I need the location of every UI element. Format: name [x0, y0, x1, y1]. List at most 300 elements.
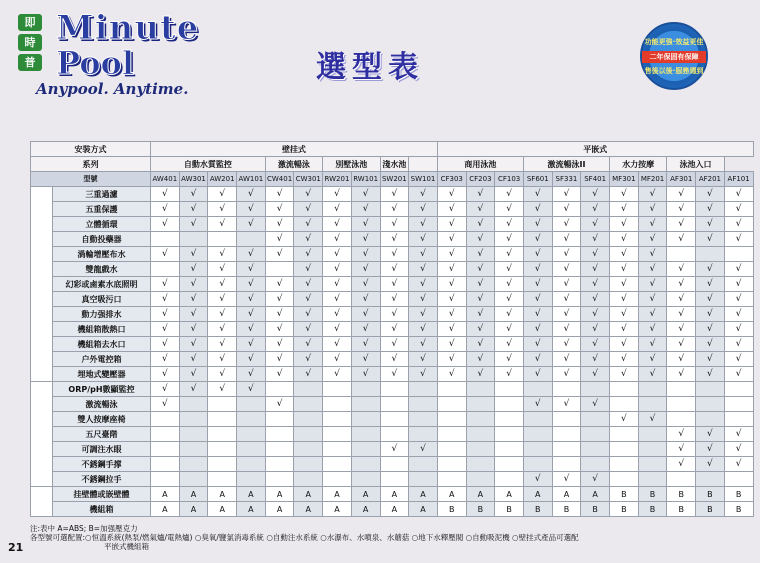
check-mark: √	[380, 217, 409, 232]
page-title: 選型表	[316, 50, 424, 85]
cell	[495, 382, 524, 397]
install-group-wall: 壁挂式	[151, 142, 438, 157]
cell	[466, 427, 495, 442]
model-header: RW101	[351, 172, 380, 187]
cell	[380, 427, 409, 442]
cell	[351, 382, 380, 397]
check-mark: √	[466, 322, 495, 337]
cell	[323, 382, 352, 397]
cell	[409, 382, 438, 397]
page-number: 21	[8, 541, 24, 554]
check-mark: √	[265, 232, 294, 247]
group-label	[31, 382, 53, 487]
check-mark: √	[351, 232, 380, 247]
cell	[523, 442, 552, 457]
check-mark: √	[294, 337, 323, 352]
check-mark: √	[552, 247, 581, 262]
check-mark: √	[351, 322, 380, 337]
check-mark: √	[437, 262, 466, 277]
cell	[323, 397, 352, 412]
row-label: 户外電控箱	[53, 352, 151, 367]
note-line: 各型號可選配置:○恒溫系統(熱泵/燃氣爐/電熱爐) ○臭氧/鹽氯消毒系統 ○自動注水系統 ○水瀑布、水噴泉、水蘑菇 ○地下水釋壓閥 ○自動吸泥機 ○壁挂式產品可選配	[30, 533, 579, 542]
table-row	[31, 262, 754, 277]
check-mark: √	[667, 457, 696, 472]
check-mark: √	[237, 292, 266, 307]
model-header: AW101	[237, 172, 266, 187]
cell	[581, 412, 610, 427]
series-header: 激流暢泳	[265, 157, 322, 172]
check-mark: √	[610, 292, 639, 307]
row-label: 雙人按摩座椅	[53, 412, 151, 427]
table-row	[31, 427, 754, 442]
cell	[179, 457, 208, 472]
cell	[265, 427, 294, 442]
cell	[237, 232, 266, 247]
check-mark: √	[724, 442, 753, 457]
check-mark: √	[351, 292, 380, 307]
check-mark: √	[208, 217, 237, 232]
cell	[610, 472, 639, 487]
check-mark: √	[151, 307, 180, 322]
check-mark: √	[696, 202, 725, 217]
check-mark: √	[437, 307, 466, 322]
check-mark: √	[552, 352, 581, 367]
check-mark: √	[724, 352, 753, 367]
check-mark: √	[610, 352, 639, 367]
check-mark: √	[523, 247, 552, 262]
material-code: A	[208, 502, 237, 517]
check-mark: √	[696, 262, 725, 277]
check-mark: √	[495, 277, 524, 292]
material-code: A	[523, 487, 552, 502]
check-mark: √	[581, 322, 610, 337]
cell	[323, 442, 352, 457]
check-mark: √	[237, 322, 266, 337]
cell	[610, 427, 639, 442]
check-mark: √	[409, 247, 438, 262]
cell	[351, 457, 380, 472]
check-mark: √	[323, 367, 352, 382]
material-code: A	[151, 502, 180, 517]
check-mark: √	[466, 187, 495, 202]
cell	[437, 397, 466, 412]
cell	[466, 412, 495, 427]
check-mark: √	[466, 202, 495, 217]
check-mark: √	[552, 202, 581, 217]
model-row	[31, 172, 754, 187]
cell	[409, 427, 438, 442]
check-mark: √	[437, 217, 466, 232]
check-mark: √	[466, 367, 495, 382]
check-mark: √	[696, 427, 725, 442]
check-mark: √	[610, 217, 639, 232]
cell	[380, 382, 409, 397]
check-mark: √	[208, 202, 237, 217]
cell	[581, 427, 610, 442]
material-code: A	[380, 487, 409, 502]
check-mark: √	[523, 232, 552, 247]
cell	[466, 382, 495, 397]
check-mark: √	[409, 367, 438, 382]
check-mark: √	[437, 352, 466, 367]
warranty-badge	[640, 22, 708, 90]
check-mark: √	[638, 322, 667, 337]
check-mark: √	[437, 277, 466, 292]
cell	[179, 232, 208, 247]
cell	[495, 442, 524, 457]
check-mark: √	[667, 217, 696, 232]
cell	[638, 427, 667, 442]
series-header: 商用泳池	[437, 157, 523, 172]
check-mark: √	[724, 292, 753, 307]
series-header: 別墅泳池	[323, 157, 380, 172]
check-mark: √	[208, 187, 237, 202]
cell	[724, 472, 753, 487]
logo-char: 時	[18, 34, 42, 51]
row-label: 幻彩或鹵素水底照明	[53, 277, 151, 292]
series-header	[409, 157, 438, 172]
check-mark: √	[638, 247, 667, 262]
check-mark: √	[323, 352, 352, 367]
check-mark: √	[351, 337, 380, 352]
check-mark: √	[351, 247, 380, 262]
check-mark: √	[466, 217, 495, 232]
series-header: 自動水質監控	[151, 157, 266, 172]
check-mark: √	[696, 352, 725, 367]
check-mark: √	[638, 307, 667, 322]
check-mark: √	[237, 277, 266, 292]
row-label: 可調注水眼	[53, 442, 151, 457]
cell	[523, 427, 552, 442]
check-mark: √	[495, 337, 524, 352]
material-code: A	[179, 487, 208, 502]
check-mark: √	[495, 352, 524, 367]
row-label: 不銹鋼拉手	[53, 472, 151, 487]
material-code: A	[437, 487, 466, 502]
material-code: A	[495, 487, 524, 502]
check-mark: √	[638, 367, 667, 382]
check-mark: √	[265, 322, 294, 337]
table-row	[31, 202, 754, 217]
logo-tagline: Anypool. Anytime.	[36, 80, 189, 98]
table-row	[31, 322, 754, 337]
check-mark: √	[581, 202, 610, 217]
check-mark: √	[667, 322, 696, 337]
series-header: 淺水池	[380, 157, 409, 172]
check-mark: √	[466, 292, 495, 307]
check-mark: √	[265, 292, 294, 307]
check-mark: √	[294, 232, 323, 247]
cell	[208, 472, 237, 487]
cell	[294, 472, 323, 487]
cell	[610, 382, 639, 397]
check-mark: √	[437, 187, 466, 202]
row-label: 機組箱散熱口	[53, 322, 151, 337]
cell	[237, 412, 266, 427]
cell	[179, 427, 208, 442]
check-mark: √	[523, 367, 552, 382]
check-mark: √	[495, 187, 524, 202]
check-mark: √	[151, 217, 180, 232]
check-mark: √	[610, 277, 639, 292]
check-mark: √	[380, 367, 409, 382]
check-mark: √	[523, 307, 552, 322]
check-mark: √	[380, 232, 409, 247]
table-row	[31, 292, 754, 307]
model-header: AF201	[696, 172, 725, 187]
check-mark: √	[380, 247, 409, 262]
check-mark: √	[265, 202, 294, 217]
material-code: B	[696, 502, 725, 517]
check-mark: √	[265, 397, 294, 412]
cell	[179, 472, 208, 487]
check-mark: √	[294, 187, 323, 202]
check-mark: √	[179, 187, 208, 202]
check-mark: √	[610, 262, 639, 277]
table-row	[31, 232, 754, 247]
check-mark: √	[351, 277, 380, 292]
check-mark: √	[351, 187, 380, 202]
check-mark: √	[437, 367, 466, 382]
check-mark: √	[552, 262, 581, 277]
cell	[724, 247, 753, 262]
cell	[323, 472, 352, 487]
cell	[208, 427, 237, 442]
check-mark: √	[294, 277, 323, 292]
check-mark: √	[495, 262, 524, 277]
check-mark: √	[380, 292, 409, 307]
check-mark: √	[208, 262, 237, 277]
cell	[466, 457, 495, 472]
install-group-flush: 平嵌式	[437, 142, 753, 157]
check-mark: √	[610, 247, 639, 262]
check-mark: √	[151, 367, 180, 382]
check-mark: √	[294, 202, 323, 217]
cell	[466, 397, 495, 412]
check-mark: √	[552, 307, 581, 322]
check-mark: √	[437, 247, 466, 262]
cell	[523, 382, 552, 397]
table-row	[31, 502, 754, 517]
check-mark: √	[696, 277, 725, 292]
cell	[638, 397, 667, 412]
material-code: A	[351, 502, 380, 517]
material-code: A	[466, 487, 495, 502]
material-code: A	[294, 502, 323, 517]
check-mark: √	[351, 352, 380, 367]
model-header: CW301	[294, 172, 323, 187]
model-header: AW201	[208, 172, 237, 187]
check-mark: √	[208, 367, 237, 382]
row-label: 雙龍戲水	[53, 262, 151, 277]
cell	[265, 262, 294, 277]
check-mark: √	[552, 217, 581, 232]
check-mark: √	[552, 322, 581, 337]
cell	[724, 412, 753, 427]
check-mark: √	[495, 307, 524, 322]
table-row	[31, 277, 754, 292]
check-mark: √	[265, 352, 294, 367]
cell	[696, 472, 725, 487]
table-row	[31, 442, 754, 457]
check-mark: √	[581, 217, 610, 232]
check-mark: √	[696, 442, 725, 457]
cell	[437, 457, 466, 472]
check-mark: √	[724, 337, 753, 352]
check-mark: √	[437, 292, 466, 307]
check-mark: √	[265, 247, 294, 262]
minute-pool-logo	[18, 8, 218, 108]
cell	[667, 397, 696, 412]
cell	[552, 442, 581, 457]
check-mark: √	[409, 337, 438, 352]
material-code: A	[237, 502, 266, 517]
check-mark: √	[724, 187, 753, 202]
logo-brand-line2: Pool	[56, 44, 135, 82]
cell	[552, 382, 581, 397]
check-mark: √	[523, 472, 552, 487]
cell	[437, 472, 466, 487]
check-mark: √	[179, 307, 208, 322]
material-code: B	[667, 487, 696, 502]
model-header: CF203	[466, 172, 495, 187]
model-header: MF201	[638, 172, 667, 187]
check-mark: √	[409, 187, 438, 202]
check-mark: √	[581, 232, 610, 247]
check-mark: √	[466, 277, 495, 292]
check-mark: √	[237, 382, 266, 397]
check-mark: √	[409, 307, 438, 322]
check-mark: √	[581, 262, 610, 277]
check-mark: √	[552, 232, 581, 247]
model-header: AF101	[724, 172, 753, 187]
cell	[437, 442, 466, 457]
check-mark: √	[409, 322, 438, 337]
check-mark: √	[581, 277, 610, 292]
check-mark: √	[610, 202, 639, 217]
cell	[237, 397, 266, 412]
cell	[552, 457, 581, 472]
check-mark: √	[638, 202, 667, 217]
check-mark: √	[724, 307, 753, 322]
table-row	[31, 337, 754, 352]
model-header: SF401	[581, 172, 610, 187]
check-mark: √	[495, 217, 524, 232]
cell	[581, 382, 610, 397]
cell	[696, 397, 725, 412]
check-mark: √	[323, 277, 352, 292]
check-mark: √	[351, 262, 380, 277]
material-code: B	[581, 502, 610, 517]
cell	[552, 427, 581, 442]
cell	[208, 397, 237, 412]
check-mark: √	[667, 352, 696, 367]
check-mark: √	[581, 292, 610, 307]
cell	[495, 457, 524, 472]
row-label: 激流暢泳	[53, 397, 151, 412]
check-mark: √	[151, 397, 180, 412]
cell	[208, 232, 237, 247]
cell	[208, 457, 237, 472]
check-mark: √	[237, 262, 266, 277]
check-mark: √	[323, 202, 352, 217]
check-mark: √	[179, 247, 208, 262]
check-mark: √	[208, 337, 237, 352]
material-code: B	[523, 502, 552, 517]
note-line: 注:表中 A=ABS; B=加强壓克力	[30, 524, 138, 533]
material-code: A	[265, 487, 294, 502]
model-header: SF331	[552, 172, 581, 187]
cell	[294, 457, 323, 472]
cell	[667, 472, 696, 487]
material-code: B	[552, 502, 581, 517]
check-mark: √	[409, 352, 438, 367]
check-mark: √	[724, 232, 753, 247]
cell	[638, 457, 667, 472]
check-mark: √	[437, 337, 466, 352]
check-mark: √	[552, 337, 581, 352]
check-mark: √	[610, 322, 639, 337]
check-mark: √	[151, 322, 180, 337]
check-mark: √	[667, 232, 696, 247]
check-mark: √	[523, 277, 552, 292]
table-row	[31, 307, 754, 322]
model-header: RW201	[323, 172, 352, 187]
cell	[380, 397, 409, 412]
check-mark: √	[323, 247, 352, 262]
model-header: AW301	[179, 172, 208, 187]
cell	[409, 472, 438, 487]
cell	[237, 472, 266, 487]
material-code: B	[466, 502, 495, 517]
check-mark: √	[151, 292, 180, 307]
material-code: B	[610, 502, 639, 517]
model-header: CF303	[437, 172, 466, 187]
check-mark: √	[265, 367, 294, 382]
check-mark: √	[667, 277, 696, 292]
check-mark: √	[409, 442, 438, 457]
material-code: A	[237, 487, 266, 502]
cell	[466, 442, 495, 457]
check-mark: √	[208, 307, 237, 322]
check-mark: √	[696, 232, 725, 247]
cell	[552, 412, 581, 427]
check-mark: √	[380, 187, 409, 202]
check-mark: √	[351, 367, 380, 382]
material-code: A	[409, 487, 438, 502]
material-code: A	[552, 487, 581, 502]
check-mark: √	[638, 217, 667, 232]
check-mark: √	[265, 217, 294, 232]
check-mark: √	[523, 262, 552, 277]
check-mark: √	[724, 367, 753, 382]
check-mark: √	[151, 187, 180, 202]
cell	[610, 442, 639, 457]
check-mark: √	[380, 352, 409, 367]
logo-brand-line1: Minute	[56, 8, 200, 48]
check-mark: √	[437, 232, 466, 247]
cell	[351, 397, 380, 412]
cell	[151, 442, 180, 457]
check-mark: √	[208, 292, 237, 307]
cell	[495, 427, 524, 442]
model-header: SW101	[409, 172, 438, 187]
cell	[437, 412, 466, 427]
model-label: 型號	[31, 172, 151, 187]
check-mark: √	[495, 247, 524, 262]
cell	[495, 412, 524, 427]
check-mark: √	[696, 217, 725, 232]
